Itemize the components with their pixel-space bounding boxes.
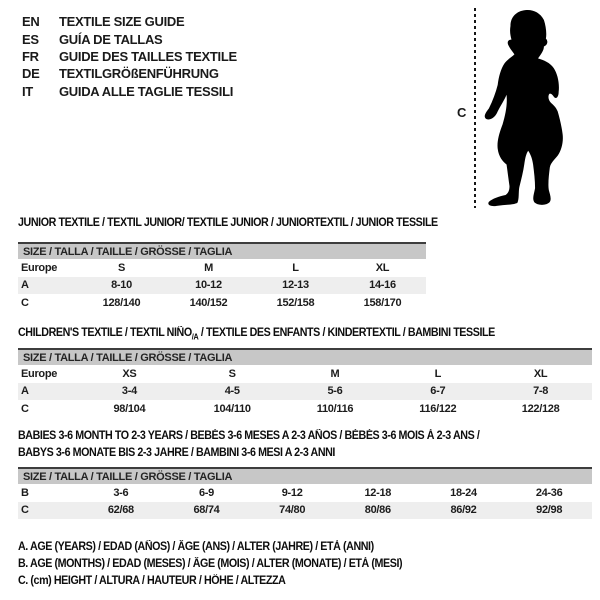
cell: 10-12 (165, 277, 252, 295)
cell: 152/158 (276, 296, 315, 309)
cell: XS (122, 367, 137, 380)
toddler-silhouette (480, 1, 598, 213)
junior-table-title (18, 213, 469, 231)
cell: 116/122 (419, 402, 457, 415)
children-title-post: / TEXTILE DES ENFANTS / KINDERTEXTIL / BAMBINI TESSILE (198, 327, 495, 339)
table-row (18, 400, 592, 418)
cell: 24-36 (535, 486, 563, 499)
row-label: C (21, 402, 29, 415)
cell: 74/80 (249, 502, 335, 520)
lang-text: GUÍA DE TALLAS (59, 31, 163, 47)
cell: XL (375, 261, 390, 274)
children-table-title (18, 323, 531, 341)
cell: 9-12 (281, 486, 303, 499)
lang-code: IT (22, 83, 33, 99)
footnote-a-text: A. AGE (YEARS) / EDAD (AÑOS) / ÂGE (ANS) / ALTER (JAHRE) / ETÀ (ANNI) (18, 541, 374, 553)
cell: 140/152 (189, 296, 228, 309)
cell: 3-4 (78, 383, 181, 401)
babies-title-line2: BABYS 3-6 MONATE BIS 2-3 JAHRE / BAMBINI 3-6 MESI A 2-3 ANNI (18, 446, 335, 459)
size-header-label: SIZE / TALLA / TAILLE / GRÖSSE / TAGLIA (18, 243, 426, 259)
lang-text: TEXTILE SIZE GUIDE (59, 14, 185, 30)
cell: 8-10 (78, 277, 165, 295)
cell: 62/68 (78, 502, 164, 520)
cell: 4-5 (181, 383, 284, 401)
children-title-text (18, 327, 495, 341)
cell: 122/128 (521, 402, 560, 415)
language-legend (22, 13, 237, 100)
lang-code: DE (22, 66, 40, 82)
cell: 104/110 (213, 402, 251, 415)
cell: 6-7 (386, 383, 489, 401)
cell: 18-24 (450, 486, 477, 499)
cell: M (204, 261, 213, 274)
table-header-row (18, 349, 592, 365)
lang-row-es (22, 30, 237, 47)
footnote-c (18, 571, 431, 588)
lang-code: FR (22, 48, 39, 64)
children-size-table (18, 348, 592, 418)
cell: 12-18 (364, 486, 392, 499)
cell: 3-6 (113, 486, 129, 499)
table-row (18, 277, 426, 295)
lang-row-en (22, 13, 237, 30)
babies-size-table (18, 467, 592, 519)
lang-code: ES (22, 31, 39, 47)
cell: 5-6 (284, 383, 387, 401)
children-title-sub: /A (191, 332, 199, 342)
cell: 80/86 (335, 502, 421, 520)
height-measure-label: C (457, 105, 467, 120)
footnote-b (18, 554, 431, 571)
babies-table-title (18, 426, 514, 459)
lang-text: TEXTILGRÖßENFÜHRUNG (59, 66, 219, 82)
lang-text: GUIDE DES TAILLES TEXTILE (59, 48, 237, 64)
size-header-label: SIZE / TALLA / TAILLE / GRÖSSE / TAGLIA (18, 349, 592, 365)
cell: M (330, 367, 340, 380)
lang-code: EN (22, 14, 40, 30)
cell: 12-13 (252, 277, 339, 295)
cell: 98/104 (113, 402, 146, 415)
table-row (18, 383, 592, 401)
children-title-pre: CHILDREN'S TEXTILE / TEXTIL NIÑO (18, 327, 192, 339)
cell: 6-9 (198, 486, 214, 499)
table-row (18, 502, 592, 520)
footnote-a (18, 537, 431, 554)
footnotes (18, 537, 431, 589)
cell: 110/116 (316, 402, 354, 415)
size-header-label: SIZE / TALLA / TAILLE / GRÖSSE / TAGLIA (18, 468, 592, 484)
cell: 14-16 (339, 277, 426, 295)
lang-text: GUIDA ALLE TAGLIE TESSILI (59, 83, 234, 99)
row-label: C (21, 296, 29, 309)
cell: 68/74 (164, 502, 250, 520)
row-label: Europe (21, 261, 58, 274)
cell: L (292, 261, 299, 274)
table-header-row (18, 243, 426, 259)
junior-title-text: JUNIOR TEXTILE / TEXTIL JUNIOR/ TEXTILE JUNIOR / JUNIORTEXTIL / JUNIOR TESSILE (18, 217, 438, 229)
table-row (18, 484, 592, 502)
babies-title-line1: BABIES 3-6 MONTH TO 2-3 YEARS / BEBÉS 3-6 MESES A 2-3 AÑOS / BÉBÉS 3-6 MOIS À 2-3 ANS / (18, 430, 480, 442)
cell: 158/170 (363, 296, 402, 309)
row-label: A (18, 383, 78, 401)
row-label: Europe (21, 367, 58, 380)
cell: S (117, 261, 126, 274)
cell: XL (533, 367, 548, 380)
cell: S (228, 367, 236, 380)
table-row (18, 365, 592, 383)
cell: 7-8 (489, 383, 592, 401)
row-label: C (18, 502, 78, 520)
table-row (18, 259, 426, 277)
table-header-row (18, 468, 592, 484)
table-row (18, 294, 426, 312)
lang-row-de (22, 65, 237, 82)
cell: 128/140 (102, 296, 141, 309)
cell: 92/98 (506, 502, 592, 520)
cell: 86/92 (421, 502, 507, 520)
lang-row-fr (22, 48, 237, 65)
junior-size-table (18, 242, 426, 312)
footnote-c-text: C. (cm) HEIGHT / ALTURA / HAUTEUR / HÖHE / ALTEZZA (18, 575, 286, 588)
row-label: A (18, 277, 78, 295)
cell: L (434, 367, 441, 380)
lang-row-it (22, 83, 237, 100)
height-measure-dashed-line (474, 8, 476, 208)
footnote-b-text: B. AGE (MONTHS) / EDAD (MESES) / ÂGE (MOIS) / ALTER (MONATE) / ETÀ (MESI) (18, 558, 403, 571)
row-label: B (21, 486, 29, 499)
